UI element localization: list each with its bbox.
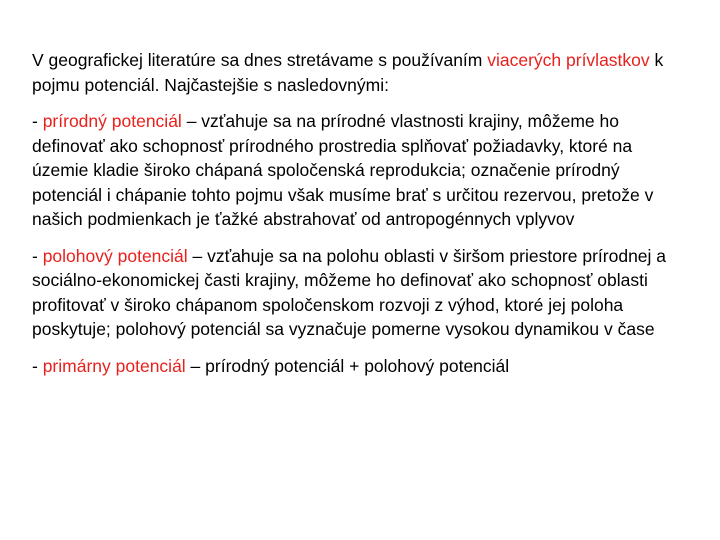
intro-paragraph <box>32 48 688 97</box>
term-natural-potential: prírodný potenciál <box>42 111 182 131</box>
definition-primary-potential <box>32 354 688 379</box>
definition-text: – prírodný potenciál + polohový potenciál <box>185 355 510 376</box>
term-location-potential: polohový potenciál <box>42 245 188 266</box>
item-prefix: - <box>32 355 43 376</box>
item-prefix: - <box>32 111 43 131</box>
intro-highlight: viacerých prívlastkov <box>487 50 650 70</box>
item-prefix: - <box>32 245 43 266</box>
definition-location-potential <box>32 244 688 342</box>
definition-natural-potential <box>32 109 688 232</box>
intro-text-after: k pojmu potenciál. Najčastejšie s nasledovnými: <box>32 50 664 95</box>
definition-text: – vzťahuje sa na polohu oblasti v širšom priestore prírodnej a sociálno-ekonomickej časti krajiny, môžeme ho definovať ako schopnosť oblasti profitovať v široko chápanom spoločenskom rozvoji z výhod, ktoré jej poloha poskytuje; polohový potenciál sa vyznačuje pomerne vysokou dynamikou v čase <box>32 245 667 339</box>
slide-content <box>32 48 688 378</box>
term-primary-potential: primárny potenciál <box>42 355 186 376</box>
definition-text: – vzťahuje sa na prírodné vlastnosti krajiny, môžeme ho definovať ako schopnosť prírodného prostredia splňovať požiadavky, ktoré na územie kladie široko chápaná spoločenská reprodukcia; označenie prírodný potenciál i chápanie tohto pojmu však musíme brať s určitou rezervou, pretože v našich podmienkach je ťažké abstrahovať od antropogénnych vplyvov <box>32 111 654 229</box>
intro-text-before: V geografickej literatúre sa dnes stretávame s používaním <box>32 50 488 70</box>
